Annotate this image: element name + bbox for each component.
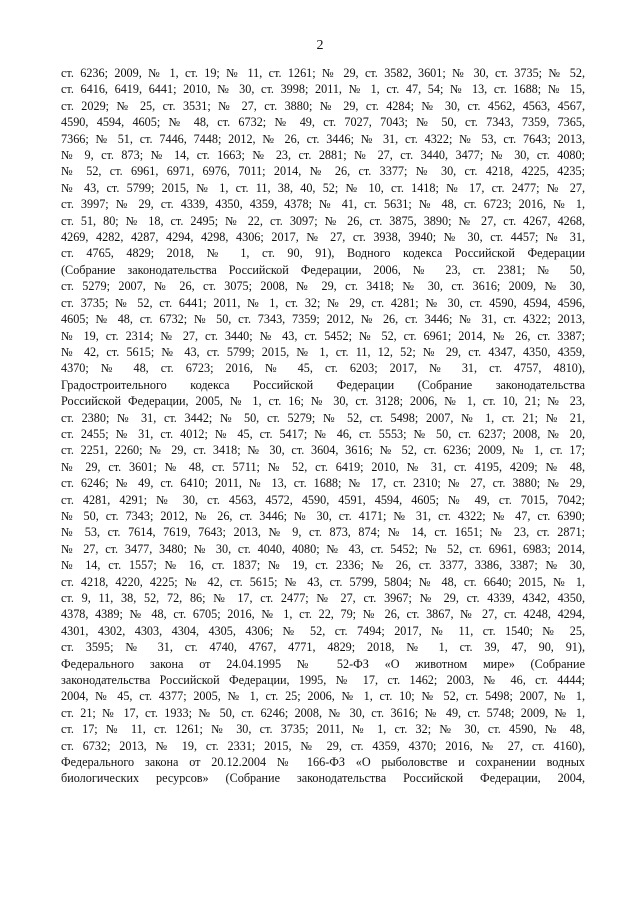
text-line: № 9, ст. 873; № 14, ст. 1663; № 23, ст. 2881; № 27, ст. 3440, 3477; № 30, ст. 4080; xyxy=(61,148,585,163)
body-text xyxy=(61,65,585,787)
page-number: 2 xyxy=(316,38,324,53)
text-line: № 27, ст. 3477, 3480; № 30, ст. 4040, 4080; № 43, ст. 5452; № 52, ст. 6961, 6983; 2014, xyxy=(61,541,585,556)
text-line: ст. 2251, 2260; № 29, ст. 3418; № 30, ст. 3604, 3616; № 52, ст. 6236; 2009, № 1, ст. 17; xyxy=(61,443,585,458)
text-line: ст. 3595; № 31, ст. 4740, 4767, 4771, 4829; 2018, № 1, ст. 39, 47, 90, 91), xyxy=(61,640,585,655)
text-line: ст. 4281, 4291; № 30, ст. 4563, 4572, 4590, 4591, 4594, 4605; № 49, ст. 7015, 7042; xyxy=(61,492,585,507)
text-line: 2004, № 45, ст. 4377; 2005, № 1, ст. 25; 2006, № 1, ст. 10; № 52, ст. 5498; 2007, № 1, xyxy=(61,689,585,704)
text-line: 4590, 4594, 4605; № 48, ст. 6732; № 49, ст. 7027, 7043; № 50, ст. 7343, 7359, 7365, xyxy=(61,115,585,130)
text-line: ст. 5279; 2007, № 26, ст. 3075; 2008, № 29, ст. 3418; № 30, ст. 3616; 2009, № 30, xyxy=(61,279,585,294)
text-line: законодательства Российской Федерации, 1995, № 17, ст. 1462; 2003, № 46, ст. 4444; xyxy=(61,673,585,688)
text-line: ст. 2029; № 25, ст. 3531; № 27, ст. 3880; № 29, ст. 4284; № 30, ст. 4562, 4563, 4567, xyxy=(61,98,585,113)
text-line: 4378, 4389; № 48, ст. 6705; 2016, № 1, ст. 22, 79; № 26, ст. 3867, № 27, ст. 4248, 4294, xyxy=(61,607,585,622)
text-line: 7366; № 51, ст. 7446, 7448; 2012, № 26, ст. 3446; № 31, ст. 4322; № 53, ст. 7643; 2013, xyxy=(61,131,585,146)
text-line: ст. 51, 80; № 18, ст. 2495; № 22, ст. 3097; № 26, ст. 3875, 3890; № 27, ст. 4267, 4268, xyxy=(61,213,585,228)
text-line: 4370; № 48, ст. 6723; 2016, № 45, ст. 6203; 2017, № 31, ст. 4757, 4810), xyxy=(61,361,585,376)
text-line: № 53, ст. 7614, 7619, 7643; 2013, № 9, ст. 873, 874; № 14, ст. 1651; № 23, ст. 2871; xyxy=(61,525,585,540)
text-line: ст. 6246; № 49, ст. 6410; 2011, № 13, ст. 1688; № 17, ст. 2310; № 27, ст. 3880; № 29, xyxy=(61,476,585,491)
text-line: № 19, ст. 2314; № 27, ст. 3440; № 43, ст. 5452; № 52, ст. 6961; 2014, № 26, ст. 3387; xyxy=(61,328,585,343)
text-line: ст. 9, 11, 38, 52, 72, 86; № 17, ст. 2477; № 27, ст. 3967; № 29, ст. 4339, 4342, 4350, xyxy=(61,591,585,605)
text-line: ст. 3735; № 52, ст. 6441; 2011, № 1, ст. 32; № 29, ст. 4281; № 30, ст. 4590, 4594, 4596, xyxy=(61,295,585,310)
text-line: ст. 6236; 2009, № 1, ст. 19; № 11, ст. 1261; № 29, ст. 3582, 3601; № 30, ст. 3735; № 52, xyxy=(61,66,585,80)
text-line: ст. 2455; № 31, ст. 4012; № 45, ст. 5417; № 46, ст. 5553; № 50, ст. 6237; 2008, № 20, xyxy=(61,426,585,441)
text-line: Федерального закона от 20.12.2004 № 166-ФЗ «О рыболовстве и сохранении водных xyxy=(61,755,585,770)
text-line: № 14, ст. 1557; № 16, ст. 1837; № 19, ст. 2336; № 26, ст. 3377, 3386, 3387; № 30, xyxy=(61,558,585,573)
text-line: (Собрание законодательства Российской Федерации, 2006, № 23, ст. 2381; № 50, xyxy=(61,262,585,277)
text-line: ст. 17; № 11, ст. 1261; № 30, ст. 3735; 2011, № 1, ст. 32; № 30, ст. 4590, № 48, xyxy=(61,722,585,737)
text-line: ст. 6732; 2013, № 19, ст. 2331; 2015, № 29, ст. 4359, 4370; 2016, № 27, ст. 4160), xyxy=(61,738,585,753)
text-line: № 52, ст. 6961, 6971, 6976, 7011; 2014, № 26, ст. 3377; № 30, ст. 4218, 4225, 4235; xyxy=(61,164,585,179)
text-line: биологических ресурсов» (Собрание законодательства Российской Федерации, 2004, xyxy=(61,771,585,786)
text-line: Федерального закона от 24.04.1995 № 52-ФЗ «О животном мире» (Собрание xyxy=(61,656,585,671)
text-line: ст. 4218, 4220, 4225; № 42, ст. 5615; № 43, ст. 5799, 5804; № 48, ст. 6640; 2015, № 1, xyxy=(61,574,585,589)
text-line: № 29, ст. 3601; № 48, ст. 5711; № 52, ст. 6419; 2010, № 31, ст. 4195, 4209; № 48, xyxy=(61,459,585,474)
text-line: 4605; № 48, ст. 6732; № 50, ст. 7343, 7359; 2012, № 26, ст. 3446; № 31, ст. 4322; 2013, xyxy=(61,312,585,327)
text-line: Российской Федерации, 2005, № 1, ст. 16; № 30, ст. 3128; 2006, № 1, ст. 10, 21; № 23, xyxy=(61,394,585,409)
text-line: ст. 3997; № 29, ст. 4339, 4350, 4359, 4378; № 41, ст. 5631; № 48, ст. 6723; 2016, № 1, xyxy=(61,197,585,212)
text-line: № 50, ст. 7343; 2012, № 26, ст. 3446; № 30, ст. 4171; № 31, ст. 4322; № 47, ст. 6390; xyxy=(61,508,585,523)
text-line: 4269, 4282, 4287, 4294, 4298, 4306; 2017, № 27, ст. 3938, 3940; № 30, ст. 4457; № 31, xyxy=(61,230,585,245)
text-line: № 42, ст. 5615; № 43, ст. 5799; 2015, № 1, ст. 11, 12, 52; № 29, ст. 4347, 4350, 4359, xyxy=(61,344,585,359)
text-line: 4301, 4302, 4303, 4304, 4305, 4306; № 52, ст. 7494; 2017, № 11, ст. 1540; № 25, xyxy=(61,623,585,638)
text-line: ст. 4765, 4829; 2018, № 1, ст. 90, 91), Водного кодекса Российской Федерации xyxy=(61,246,585,261)
text-line: № 43, ст. 5799; 2015, № 1, ст. 11, 38, 40, 52; № 10, ст. 1418; № 17, ст. 2477; № 27, xyxy=(61,180,585,195)
text-line: ст. 21; № 17, ст. 1933; № 50, ст. 6246; 2008, № 30, ст. 3616; № 49, ст. 5748; 2009, № 1, xyxy=(61,705,585,720)
text-line: ст. 6416, 6419, 6441; 2010, № 30, ст. 3998; 2011, № 1, ст. 47, 54; № 13, ст. 1688; № 15, xyxy=(61,82,585,97)
text-line: ст. 2380; № 31, ст. 3442; № 50, ст. 5279; № 52, ст. 5498; 2007, № 1, ст. 21; № 21, xyxy=(61,410,585,425)
text-line: Градостроительного кодекса Российской Федерации (Собрание законодательства xyxy=(61,377,585,392)
